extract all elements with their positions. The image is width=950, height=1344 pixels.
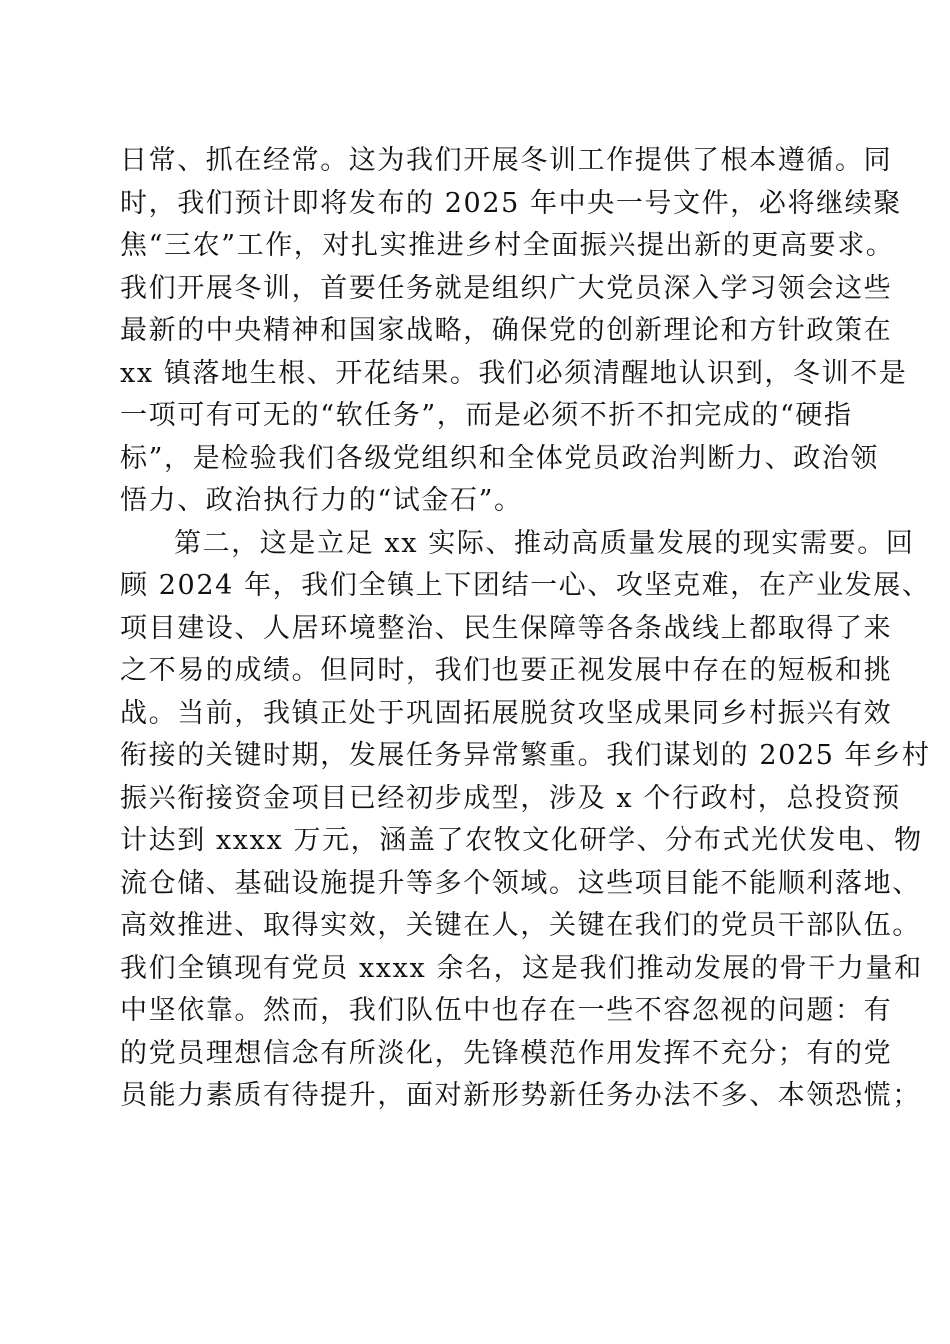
text-line: 一项可有可无的“软任务”，而是必须不折不扣完成的“硬指 <box>120 400 853 431</box>
text-line: 的党员理想信念有所淡化，先锋模范作用发挥不充分；有的党 <box>120 1037 893 1069</box>
paragraph-start-line: 第二，这是立足 xx 实际、推动高质量发展的现实需要。回 <box>174 527 915 559</box>
text-line: 员能力素质有待提升，面对新形势新任务办法不多、本领恐慌； <box>120 1080 921 1111</box>
text-line: 衔接的关键时期，发展任务异常繁重。我们谋划的 2025 年乡村 <box>120 740 931 771</box>
text-line: 计达到 xxxx 万元，涵盖了农牧文化研学、分布式光伏发电、物 <box>120 825 923 856</box>
text-line: 时，我们预计即将发布的 2025 年中央一号文件，必将继续聚 <box>120 187 902 219</box>
text-line: 我们开展冬训，首要任务就是组织广大党员深入学习领会这些 <box>120 272 893 304</box>
text-line: 我们全镇现有党员 xxxx 余名，这是我们推动发展的骨干力量和 <box>120 952 923 984</box>
text-line: 振兴衔接资金项目已经初步成型，涉及 x 个行政村，总投资预 <box>120 782 901 814</box>
text-line: 顾 2024 年，我们全镇上下团结一心、攻坚克难，在产业发展、 <box>120 570 931 601</box>
text-line: 流仓储、基础设施提升等多个领域。这些项目能不能顺利落地、 <box>120 867 921 899</box>
text-line: 焦“三农”工作，对扎实推进乡村全面振兴提出新的更高要求。 <box>120 230 895 261</box>
text-line: 最新的中央精神和国家战略，确保党的创新理论和方针政策在 <box>120 315 893 346</box>
text-line: 项目建设、人居环境整治、民生保障等各条战线上都取得了来 <box>120 612 893 644</box>
text-line: 日常、抓在经常。这为我们开展冬训工作提供了根本遵循。同 <box>120 145 893 176</box>
body-text <box>120 140 931 1118</box>
text-line: 中坚依靠。然而，我们队伍中也存在一些不容忽视的问题：有 <box>120 995 893 1026</box>
text-line: 战。当前，我镇正处于巩固拓展脱贫攻坚成果同乡村振兴有效 <box>120 697 893 729</box>
text-line: 之不易的成绩。但同时，我们也要正视发展中存在的短板和挑 <box>120 655 893 686</box>
text-line: 高效推进、取得实效，关键在人，关键在我们的党员干部队伍。 <box>120 910 921 941</box>
text-line: 悟力、政治执行力的“试金石”。 <box>120 485 523 516</box>
text-line: 标”，是检验我们各级党组织和全体党员政治判断力、政治领 <box>120 442 880 474</box>
text-line: xx 镇落地生根、开花结果。我们必须清醒地认识到，冬训不是 <box>120 357 908 389</box>
